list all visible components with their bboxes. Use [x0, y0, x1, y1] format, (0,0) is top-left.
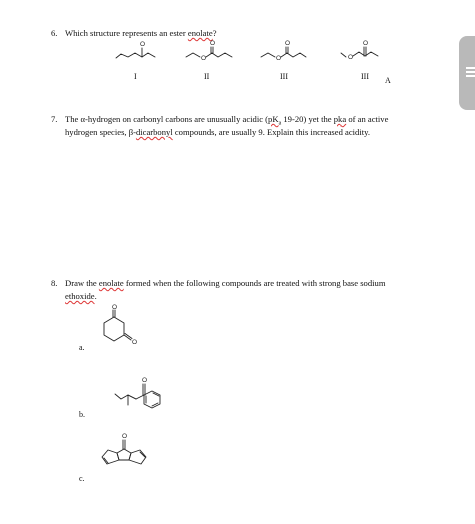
structure-3-drawing [258, 38, 313, 68]
svg-text:O: O [285, 40, 291, 47]
part-b-label: b. [79, 410, 85, 419]
menu-line-icon [466, 71, 475, 73]
question-text: Which structure represents an ester enolate? [65, 28, 217, 38]
structure-4-label: III [361, 72, 369, 81]
svg-text:O: O [201, 55, 207, 62]
sidebar-toggle-tab[interactable] [459, 36, 475, 110]
svg-text:O: O [142, 377, 148, 384]
answer-mark: A [385, 76, 391, 85]
svg-text:O: O [210, 40, 216, 47]
svg-text:O: O [276, 55, 282, 62]
question-number: 6. [51, 28, 58, 38]
question-text-line-2: ethoxide. [65, 291, 97, 301]
compound-c-drawing [96, 431, 160, 471]
svg-text:O: O [363, 40, 369, 47]
structure-4-drawing [338, 38, 388, 68]
question-text-line-2: hydrogen species, β-dicarbonyl compounds, are usually 9. Explain this increased acidity. [65, 127, 371, 137]
menu-line-icon [466, 67, 475, 69]
svg-text:O: O [348, 54, 354, 61]
question-number: 8. [51, 278, 58, 288]
svg-text:O: O [112, 304, 118, 311]
structure-3-label: III [280, 72, 288, 81]
svg-text:O: O [140, 41, 146, 48]
structure-2-label: II [204, 72, 210, 81]
question-text-line-1: Draw the enolate formed when the following compounds are treated with strong base sodium [65, 278, 386, 288]
question-text-line-1: The α-hydrogen on carbonyl carbons are unusually acidic ($pK_a$ 19-20) yet the pka of an active [65, 114, 389, 127]
part-a-label: a. [79, 343, 85, 352]
svg-text:O: O [122, 433, 128, 440]
structure-1-drawing [112, 38, 162, 68]
svg-text:O: O [132, 339, 138, 346]
part-c-label: c. [79, 474, 85, 483]
menu-line-icon [466, 75, 475, 77]
structure-1-label: I [134, 72, 137, 81]
compound-b-drawing [112, 374, 174, 419]
question-number: 7. [51, 114, 58, 124]
compound-a-drawing [92, 304, 142, 352]
structure-2-drawing [183, 38, 243, 68]
